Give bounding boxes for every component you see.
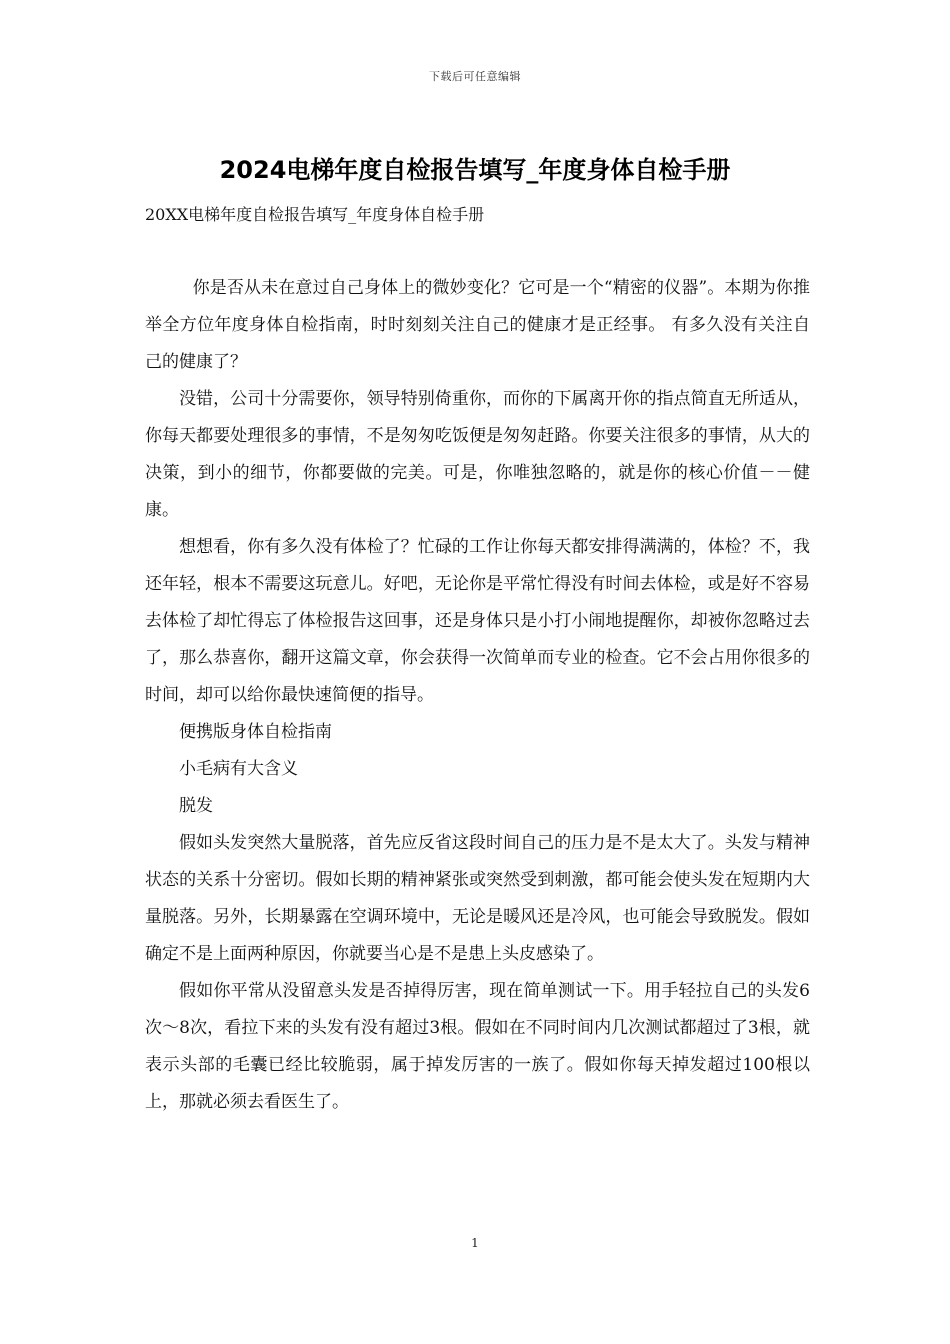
header-note: 下载后可任意编辑: [429, 70, 521, 83]
section-heading: 便携版身体自检指南: [179, 722, 332, 742]
document-body: [145, 270, 810, 1121]
page-number: 1: [471, 1236, 479, 1250]
paragraph: 没错，公司十分需要你，领导特别倚重你，而你的下属离开你的指点简直无所适从，你每天都要处理很多的事情，不是匆匆吃饭便是匆匆赶路。你要关注很多的事情，从大的决策，到小的细节，你都要做的完美。可是，你唯独忽略的，就是你的核心价值－－健康。: [145, 389, 810, 520]
paragraph: 想想看，你有多久没有体检了？忙碌的工作让你每天都安排得满满的，体检？不，我还年轻，根本不需要这玩意儿。好吧，无论你是平常忙得没有时间去体检，或是好不容易去体检了却忙得忘了体检报告这回事，还是身体只是小打小闹地提醒你，却被你忽略过去了，那么恭喜你，翻开这篇文章，你会获得一次简单而专业的检查。它不会占用你很多的时间，却可以给你最快速简便的指导。: [145, 537, 810, 705]
document-title: 2024电梯年度自检报告填写_年度身体自检手册: [219, 156, 731, 184]
document-subtitle: 20XX电梯年度自检报告填写_年度身体自检手册: [145, 205, 485, 224]
paragraph: 假如头发突然大量脱落，首先应反省这段时间自己的压力是不是太大了。头发与精神状态的关系十分密切。假如长期的精神紧张或突然受到刺激，都可能会使头发在短期内大量脱落。另外，长期暴露在空调环境中，无论是暖风还是冷风，也可能会导致脱发。假如确定不是上面两种原因，你就要当心是不是患上头皮感染了。: [145, 833, 810, 964]
section-heading: 脱发: [179, 796, 213, 816]
paragraph-intro: 你是否从未在意过自己身体上的微妙变化？它可是一个“精密的仪器”。本期为你推举全方位年度身体自检指南，时时刻刻关注自己的健康才是正经事。 有多久没有关注自己的健康了？: [145, 278, 810, 372]
paragraph: 假如你平常从没留意头发是否掉得厉害，现在简单测试一下。用手轻拉自己的头发6次～8次，看拉下来的头发有没有超过3根。假如在不同时间内几次测试都超过了3根，就表示头部的毛囊已经比较脆弱，属于掉发厉害的一族了。假如你每天掉发超过100根以上，那就必须去看医生了。: [145, 981, 810, 1112]
section-heading: 小毛病有大含义: [179, 759, 298, 779]
